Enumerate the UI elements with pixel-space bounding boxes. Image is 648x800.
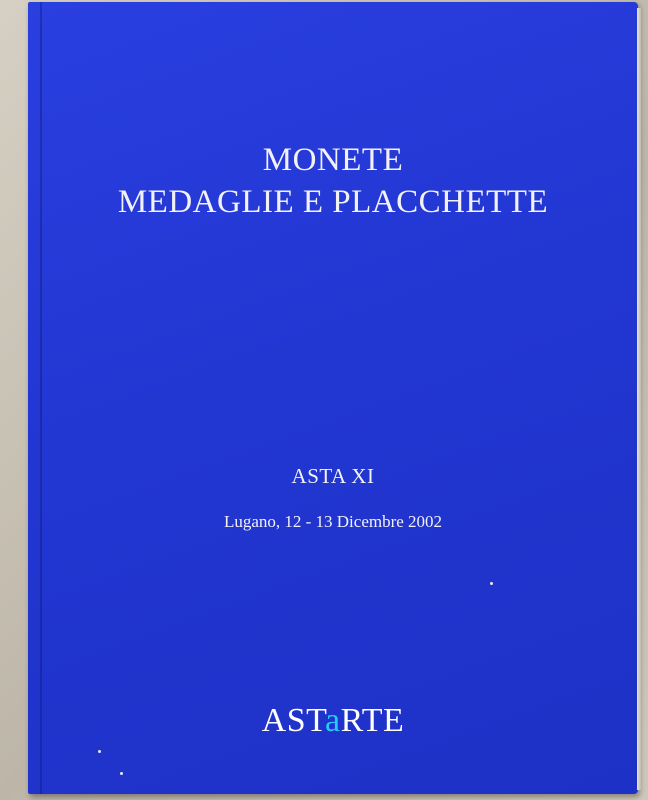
title-line-1: MONETE [262,142,404,178]
logo-part-2: RTE [340,702,405,739]
cover-speck [120,772,123,775]
place-and-date: Lugano, 12 - 13 Dicembre 2002 [223,512,443,531]
cover-speck [98,750,101,753]
catalog-cover [28,2,638,794]
title-line-2: MEDAGLIE E PLACCHETTE [117,184,549,220]
logo-accent-letter: a [325,702,341,739]
spine-fold [40,2,42,794]
auction-number: ASTA XI [291,464,375,488]
page-edge [637,8,641,790]
publisher-logo [28,702,638,740]
cover-speck [490,582,493,585]
logo-part-1: AST [261,702,326,739]
